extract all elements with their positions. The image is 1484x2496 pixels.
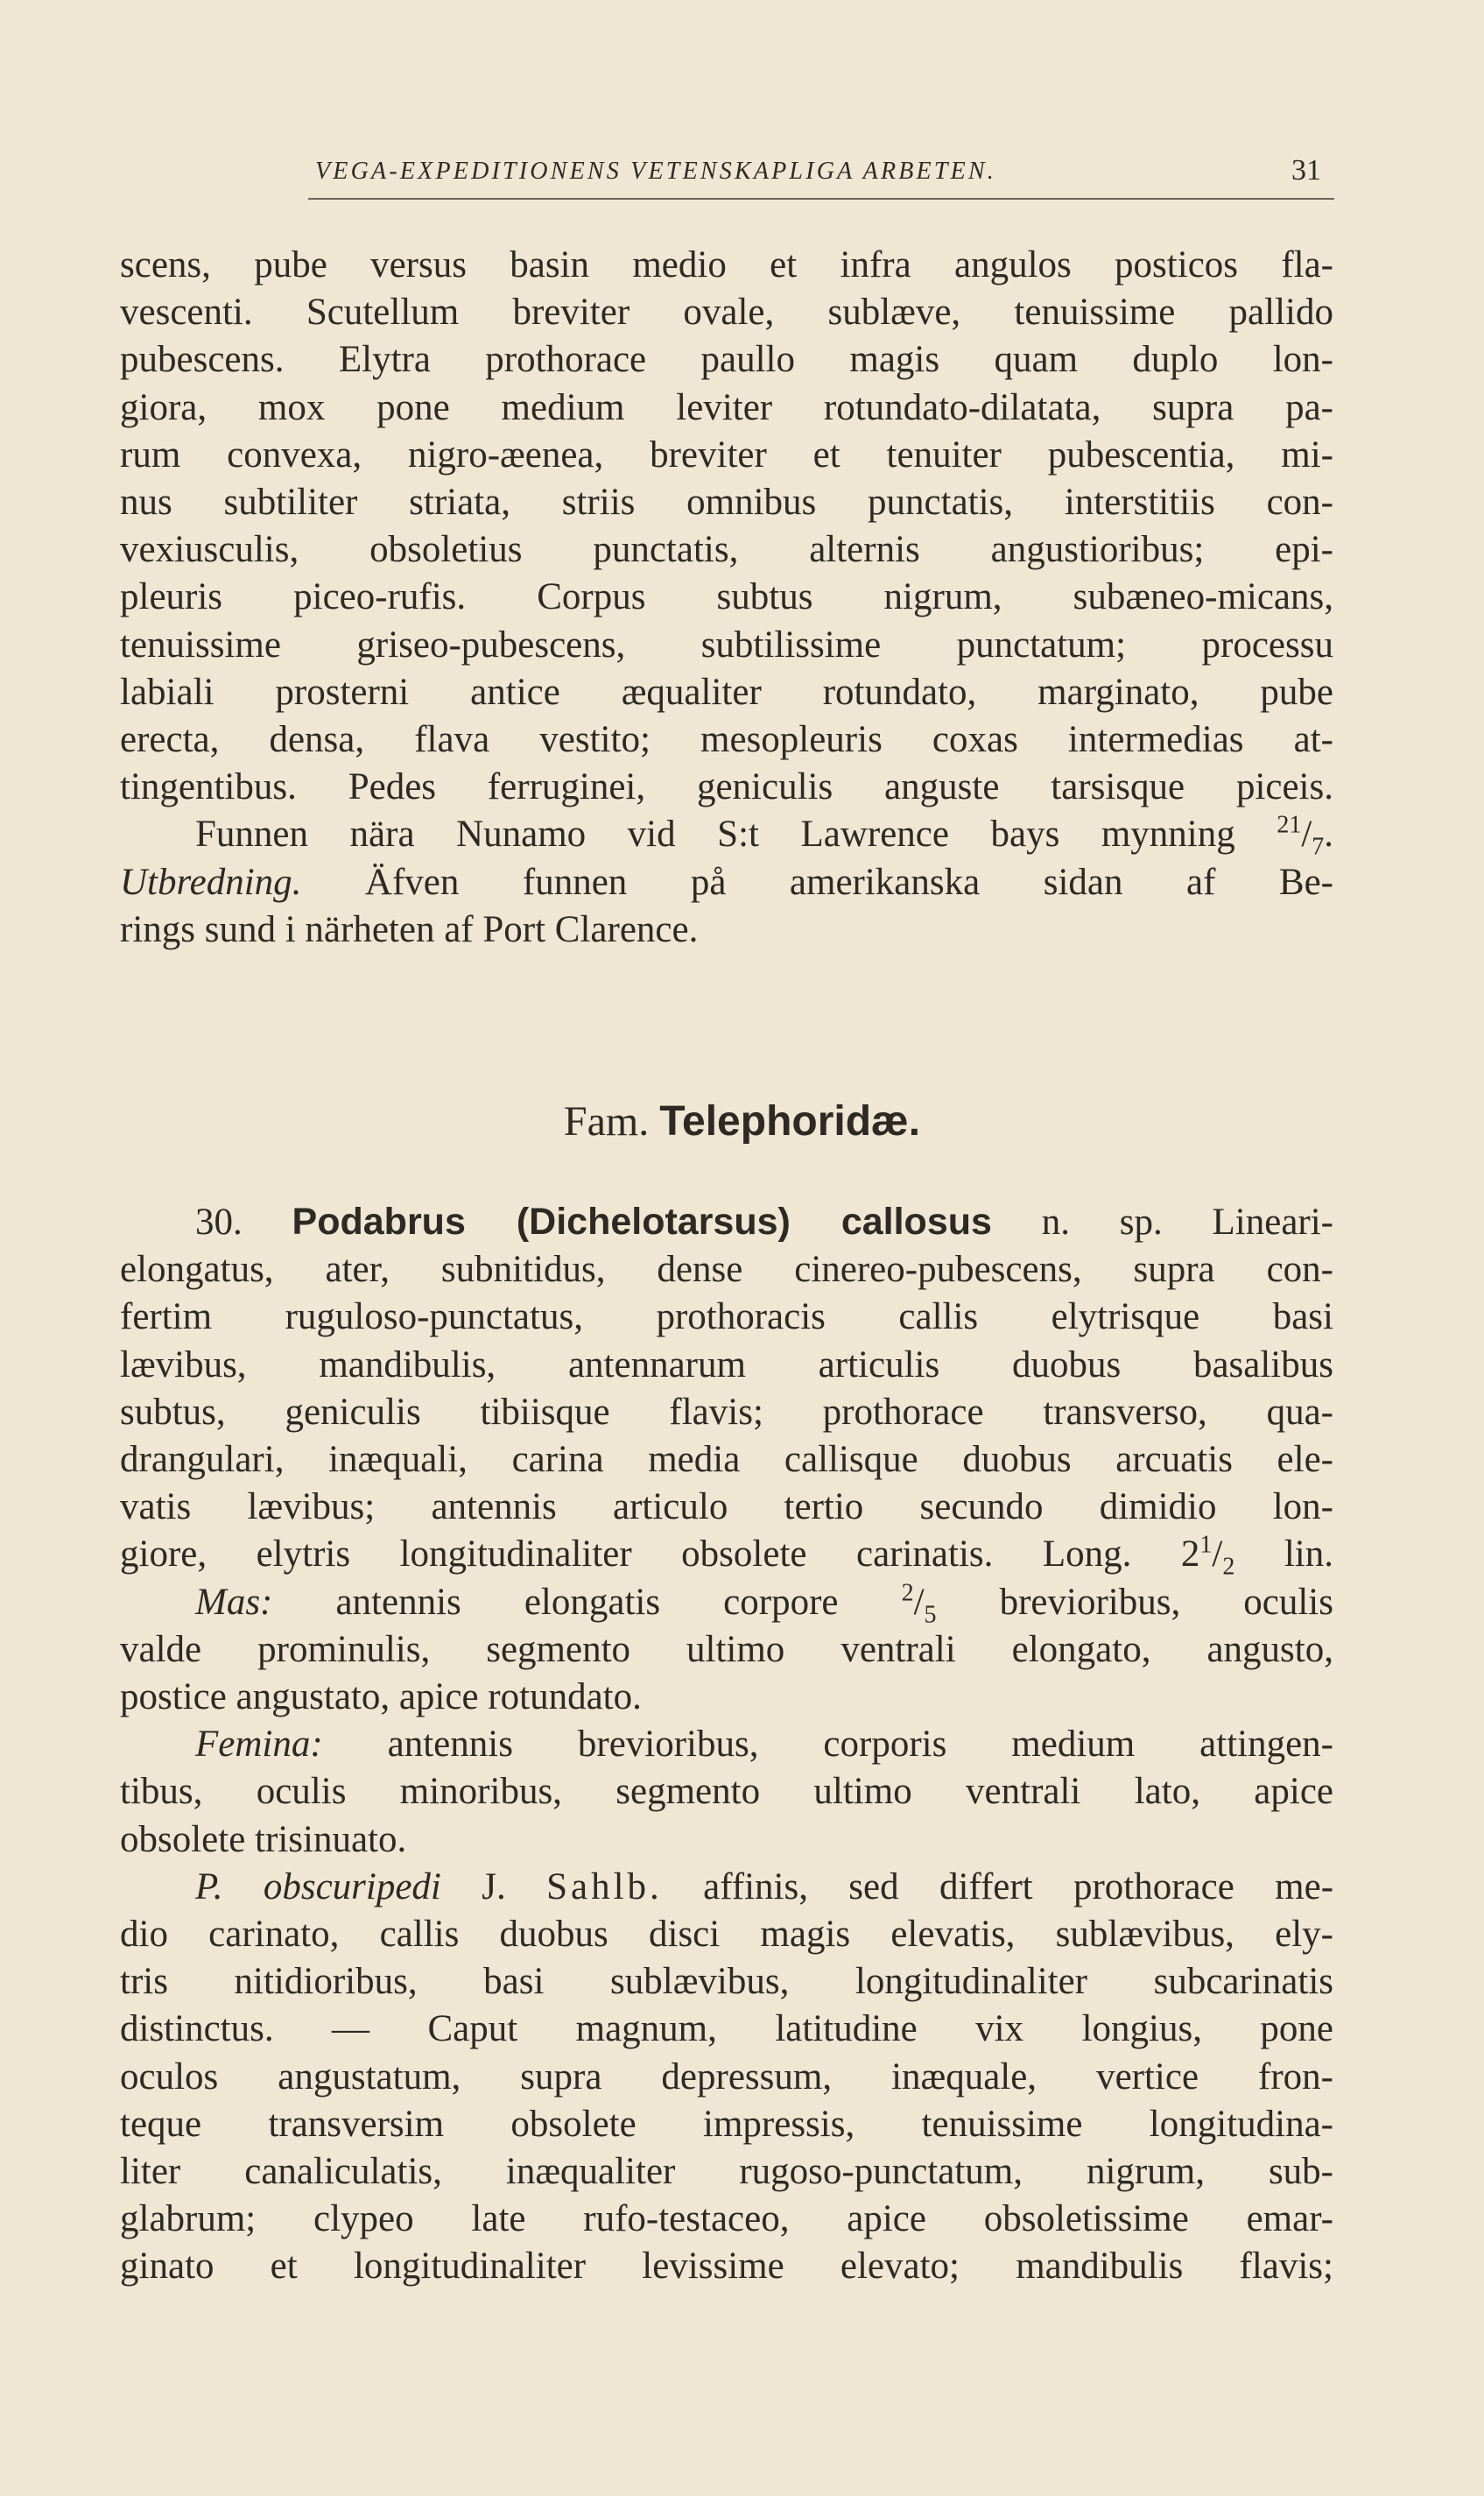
- text-line: postice angustato, apice rotundato.: [120, 1676, 642, 1718]
- distribution-line-2: rings sund i närheten af Port Clarence.: [120, 908, 699, 950]
- comparison-line: [120, 1864, 1333, 1911]
- distribution-label: Utbredning.: [120, 861, 302, 903]
- text-line: vexiusculis, obsoletius punctatis, alternis angustioribus; epi-: [120, 529, 1333, 571]
- description-continued: [120, 242, 1333, 954]
- text-line: subtus, geniculis tibiisque flavis; prothorace transverso, qua-: [120, 1391, 1333, 1433]
- distribution-text: Äfven funnen på amerikanska sidan af Be-: [301, 861, 1333, 903]
- length-unit: lin.: [1234, 1534, 1333, 1576]
- author-name: Sahlb.: [546, 1865, 663, 1907]
- text-line: liter canaliculatis, inæqualiter rugoso-punctatum, nigrum, sub-: [120, 2151, 1333, 2193]
- locality-line: Funnen nära Nunamo vid S:t Lawrence bays mynning $^{21}/_7$.: [195, 812, 1334, 862]
- text-line: rum convexa, nigro-æenea, breviter et tenuiter pubescentia, mi-: [120, 434, 1333, 476]
- text-line: ginato et longitudinaliter levissime elevato; mandibulis flavis;: [120, 2246, 1333, 2288]
- text-line: pubescens. Elytra prothorace paullo magis quam duplo lon-: [120, 339, 1333, 381]
- species-title-line: [120, 1198, 1333, 1246]
- text-line: drangulari, inæquali, carina media callisque duobus arcuatis ele-: [120, 1439, 1333, 1481]
- text-line: teque transversim obsolete impressis, tenuissime longitudina-: [120, 2103, 1333, 2145]
- genus-abbrev: P.: [195, 1865, 223, 1907]
- date-day: 21: [1277, 812, 1302, 840]
- text-line: distinctus. — Caput magnum, latitudine vix longius, pone: [120, 2008, 1333, 2050]
- text-line: obsolete trisinuato.: [120, 1818, 407, 1860]
- text-line: tenuissime griseo-pubescens, subtilissime punctatum; processu: [120, 624, 1333, 666]
- length-frac-den: 2: [1222, 1554, 1235, 1582]
- species-text: Lineari-: [1162, 1202, 1333, 1243]
- mas-text-b: brevioribus, oculis: [936, 1581, 1333, 1623]
- distribution-line: [120, 859, 1333, 906]
- locality-end: .: [1324, 814, 1334, 856]
- species-status: n. sp.: [991, 1202, 1163, 1243]
- date-month: 7: [1312, 834, 1325, 862]
- text-line: elongatus, ater, subnitidus, dense cinereo-pubescens, supra con-: [120, 1249, 1333, 1291]
- femina-label: Femina:: [195, 1724, 323, 1766]
- mas-text-a: antennis elongatis corpore: [272, 1581, 902, 1623]
- header-rule: [308, 198, 1334, 200]
- species-name: Podabrus (Dichelotarsus) callosus: [292, 1201, 992, 1243]
- page-number: 31: [1291, 154, 1321, 187]
- compared-species: obscuripedi: [263, 1865, 441, 1907]
- femina-line: [120, 1721, 1333, 1768]
- text-line: scens, pube versus basin medio et infra angulos posticos fla-: [120, 244, 1333, 286]
- mas-label: Mas:: [195, 1581, 273, 1623]
- length-frac-num: 1: [1199, 1532, 1213, 1560]
- text-line: fertim ruguloso-punctatus, prothoracis callis elytrisque basi: [120, 1296, 1333, 1338]
- text-line: tibus, oculis minoribus, segmento ultimo ventrali lato, apice: [120, 1771, 1333, 1813]
- text-line: labiali prosterni antice æqualiter rotundato, marginato, pube: [120, 671, 1333, 713]
- text-line: dio carinato, callis duobus disci magis elevatis, sublævibus, ely-: [120, 1914, 1333, 1956]
- text-line: vatis lævibus; antennis articulo tertio secundo dimidio lon-: [120, 1486, 1333, 1528]
- author-initial: J.: [440, 1865, 547, 1907]
- species-description: [120, 1198, 1333, 2291]
- text-line: nus subtiliter striata, striis omnibus punctatis, interstitiis con-: [120, 482, 1333, 524]
- length-text: giore, elytris longitudinaliter obsolete carinatis. Long. 2: [120, 1534, 1200, 1576]
- locality-text: Funnen nära Nunamo vid S:t Lawrence bays mynning: [195, 814, 1235, 856]
- femina-text: antennis brevioribus, corporis medium attingen-: [322, 1724, 1333, 1766]
- text-line: erecta, densa, flava vestito; mesopleuris coxas intermedias at-: [120, 719, 1333, 761]
- mas-frac-num: 2: [901, 1579, 914, 1607]
- family-heading: [0, 1097, 1484, 1146]
- text-line: lævibus, mandibulis, antennarum articulis duobus basalibus: [120, 1343, 1333, 1385]
- text-line: pleuris piceo-rufis. Corpus subtus nigrum, subæneo-micans,: [120, 576, 1333, 618]
- family-name: Telephoridæ.: [659, 1098, 921, 1145]
- species-number: 30.: [195, 1202, 243, 1243]
- text-line: giora, mox pone medium leviter rotundato-dilatata, supra pa-: [120, 386, 1333, 428]
- text-line: oculos angustatum, supra depressum, inæquale, vertice fron-: [120, 2055, 1333, 2098]
- mas-frac-den: 5: [924, 1601, 937, 1629]
- length-line: giore, elytris longitudinaliter obsolete carinatis. Long. $2^1/_2$ lin.: [120, 1532, 1333, 1582]
- text-line: valde prominulis, segmento ultimo ventrali elongato, angusto,: [120, 1628, 1333, 1670]
- text-line: tris nitidioribus, basi sublævibus, longitudinaliter subcarinatis: [120, 1961, 1333, 2003]
- mas-line: Mas: antennis elongatis corpore $^2/_5$ brevioribus, oculis: [195, 1579, 1333, 1629]
- text-line: tingentibus. Pedes ferruginei, geniculis anguste tarsisque piceis.: [120, 766, 1333, 808]
- text-line: glabrum; clypeo late rufo-testaceo, apice obsoletissime emar-: [120, 2198, 1333, 2240]
- comparison-text: affinis, sed differt prothorace me-: [662, 1865, 1334, 1907]
- text-line: vescenti. Scutellum breviter ovale, sublæve, tenuissime pallido: [120, 292, 1333, 334]
- family-prefix: Fam.: [563, 1098, 650, 1145]
- running-title: VEGA-EXPEDITIONENS VETENSKAPLIGA ARBETEN.: [315, 158, 997, 185]
